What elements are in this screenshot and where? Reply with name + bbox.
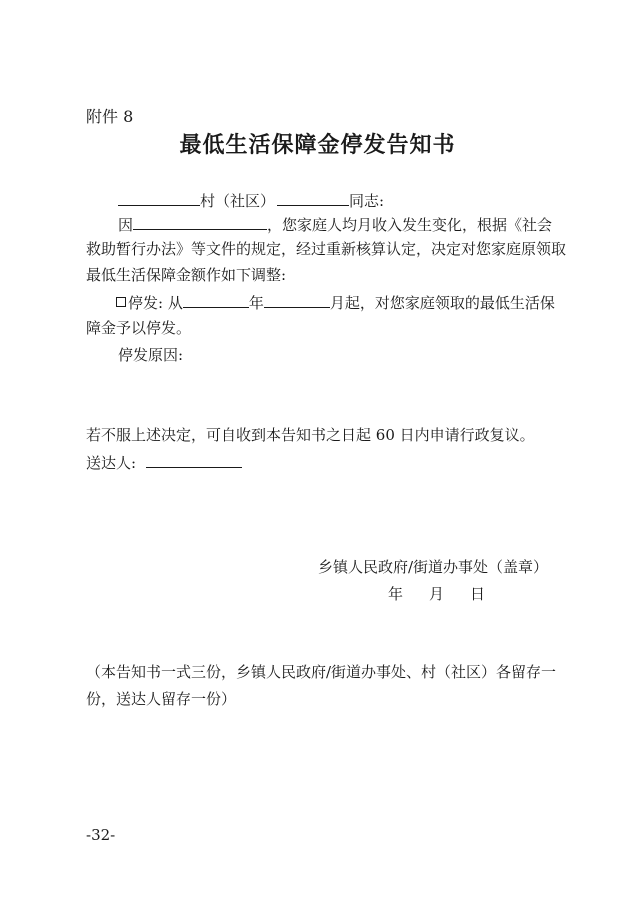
stop-reason-label: 停发原因: xyxy=(118,346,184,364)
attachment-label: 附件 8 xyxy=(86,107,134,126)
stop-line-text: 月起，对您家庭领取的最低生活保 xyxy=(329,294,555,312)
deliverer-label: 送达人: xyxy=(86,454,137,472)
reason-prefix: 因 xyxy=(118,216,134,234)
deliverer-line xyxy=(86,452,242,473)
stop-label: 停发: 从 xyxy=(128,294,183,312)
salutation-line xyxy=(118,190,384,211)
body-line-3: 最低生活保障金额作如下调整: xyxy=(86,266,287,284)
stop-line xyxy=(116,292,555,313)
body-line-1 xyxy=(118,214,552,235)
note-line-2: 份，送达人留存一份） xyxy=(86,690,237,708)
body-line-1-text: ，您家庭人均月收入发生变化，根据《社会 xyxy=(267,216,553,234)
appeal-text: 若不服上述决定，可自收到本告知书之日起 60 日内申请行政复议。 xyxy=(86,426,535,444)
date-line xyxy=(388,583,511,604)
date-year: 年 xyxy=(388,585,404,603)
document-title: 最低生活保障金停发告知书 xyxy=(179,132,456,158)
body-line-2: 救助暂行办法》等文件的规定，经过重新核算认定，决定对您家庭原领取 xyxy=(86,240,567,258)
year-blank[interactable] xyxy=(183,292,249,308)
date-month: 月 xyxy=(429,585,445,603)
stop-checkbox[interactable] xyxy=(116,297,126,307)
village-blank[interactable] xyxy=(118,190,200,206)
year-label: 年 xyxy=(248,294,264,312)
reason-blank[interactable] xyxy=(133,214,267,230)
comrade-label: 同志: xyxy=(349,192,385,210)
body-line-5: 障金予以停发。 xyxy=(86,319,192,337)
name-blank[interactable] xyxy=(277,190,349,206)
village-label: 村（社区） xyxy=(200,192,276,210)
page-number: -32- xyxy=(86,826,116,844)
deliverer-blank[interactable] xyxy=(146,452,242,468)
month-blank[interactable] xyxy=(264,292,330,308)
date-day: 日 xyxy=(470,585,486,603)
issuer-seal: 乡镇人民政府/街道办事处（盖章） xyxy=(318,558,549,576)
note-line-1: （本告知书一式三份，乡镇人民政府/街道办事处、村（社区）各留存一 xyxy=(86,663,557,681)
